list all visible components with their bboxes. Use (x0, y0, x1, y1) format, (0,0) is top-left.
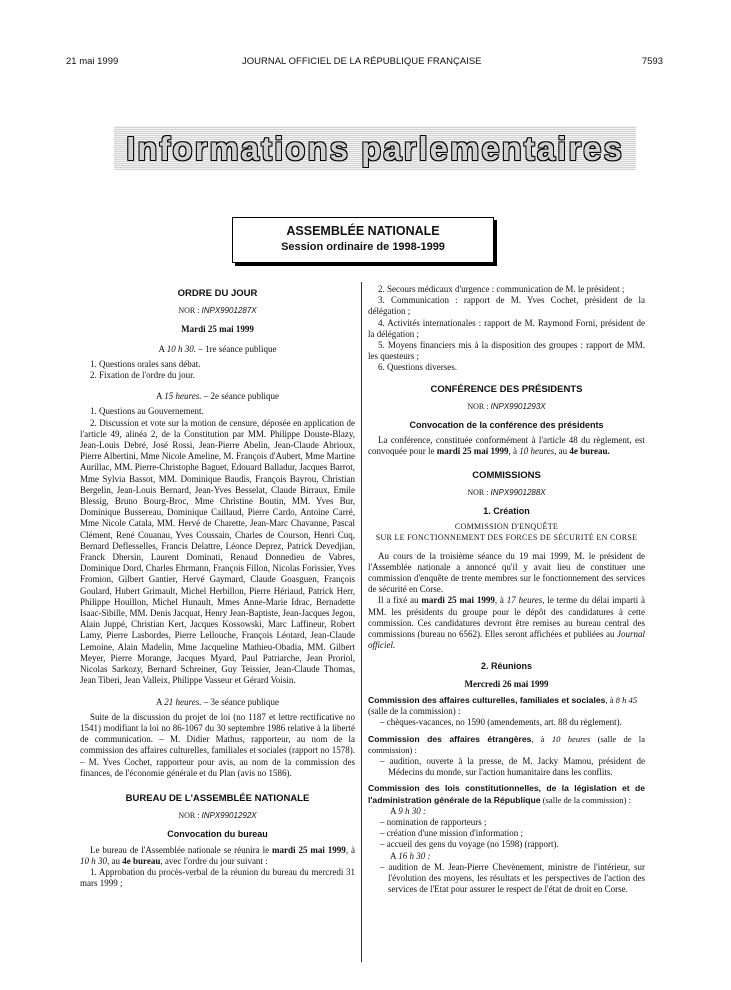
header-page-number: 7593 (641, 56, 663, 67)
nor-conference: NOR : INPX9901293X (467, 401, 546, 411)
conference-subtitle: Convocation de la conférence des présidents (409, 420, 604, 431)
agenda-title: ORDRE DU JOUR (177, 288, 258, 299)
nor-commissions: NOR : INPX9901288X (467, 487, 546, 497)
enquete-paragraph: Il a fixé au mardi 25 mai 1999, à 17 heures, le terme du délai imparti à MM. les présidents du groupe pour le dépôt des candidatures à cette commission. Ces candidatures devront être remises au bureau central des commissions (bureau no 6562). Elles seront affichées et publiées au Journal officiel. (368, 595, 645, 651)
assembly-name: ASSEMBLÉE NATIONALE (286, 224, 440, 238)
conference-text: La conférence, constituée conformément à l'article 48 du règlement, est convoquée pour le mardi 25 mai 1999, à 10 heures, au 4e bureau. (368, 435, 645, 457)
reunions-heading: 2. Réunions (480, 661, 532, 672)
enquete-paragraph: Au cours de la troisième séance du 19 mai 1999, M. le président de l'Assemblée nationale a annoncé qu'il y avait lieu de constituer une commission d'enquête de trente membres sur le fonctionnement des services de sécurité en Corse. (368, 550, 645, 595)
bureau-item: 4. Activités internationales : rapport de M. Raymond Forni, président de la délégation ; (368, 317, 645, 339)
assembly-box (232, 217, 494, 263)
bureau-item: 1. Approbation du procès-verbal de la réunion du bureau du mercredi 31 mars 1999 ; (80, 866, 355, 889)
conference-title: CONFÉRENCE DES PRÉSIDENTS (430, 383, 583, 395)
commission-item: – création d'une mission d'information ; (380, 828, 523, 839)
nor-bureau: NOR : INPX9901292X (178, 811, 257, 821)
commission-item: – chèques-vacances, no 1590 (amendements, art. 88 du règlement). (380, 717, 622, 728)
commission-item: – audition de M. Jean-Pierre Chevènement, ministre de l'intérieur, sur l'évolution des moyens, les résultats et les perspectives de l'action des services de l'Etat pour assurer le respect de l'état de droit en Corse. (380, 861, 645, 895)
commission-item: – audition, ouverte à la presse, de M. Jacky Mamou, président de Médecins du monde, sur l'action humanitaire dans les conflits. (380, 755, 645, 778)
header-date: 21 mai 1999 (66, 56, 119, 67)
commission-time: A 9 h 30 : (390, 805, 427, 816)
bureau-item: 5. Moyens financiers mis à la disposition des groupes : rapport de MM. les questeurs ; (368, 340, 645, 362)
session-1-item: 1. Questions orales sans débat. (90, 358, 201, 369)
enquete-title-1: COMMISSION D'ENQUÊTE (454, 522, 559, 532)
session-3-text: Suite de la discussion du projet de loi (no 1187 et lettre rectificative no 1541) modifiant la loi no 86-1067 du 30 septembre 1986 relative à la liberté de communication. – M. Didier Mathus, rapporteur, au nom de la commission des affaires culturelles, familiales et sociales (rapport no 1578). – M. Yves Cochet, rapporteur pour avis, au nom de la commission des finances, de l'économie générale et du Plan (avis no 1586). (80, 711, 355, 778)
assembly-session: Session ordinaire de 1998-1999 (281, 241, 445, 253)
agenda-date: Mardi 25 mai 1999 (181, 324, 254, 335)
section-banner (114, 126, 636, 170)
session-3-heading: A 21 heures. – 3e séance publique (156, 696, 279, 707)
commission-place: (salle de la commission) : (368, 706, 461, 717)
session-2-motion: 2. Discussion et vote sur la motion de censure, déposée en application de l'article 49, alinéa 2, de la Constitution par MM. Philippe Douste-Blazy, Jean-Louis Debré, José Rossi, Jean-Pierre Abelin, Jean-Claude Abrioux, Pierre Albertini, Mme Nicole Ameline, M. François d'Aubert, Mme Martine Aurillac, MM. Pierre-Christophe Baguet, Edouard Balladur, Jacques Barrot, Mme Sylvia Bassot, MM. Dominique Baudis, François Bayrou, Christian Bergelin, Jean-Louis Bernard, Jean-Yves Besselat, Claude Birraux, Emile Blessig, Bruno Bourg-Broc, Mme Christine Boutin, MM. Yves Bur, Dominique Bussereau, Dominique Caillaud, Pierre Cardo, Antoine Carré, Mme Nicole Catala, MM. Hervé de Charette, Jean-Marc Chavanne, Pascal Clément, René Couanau, Yves Coussain, Charles de Courson, Henri Cuq, Bernard Deflesselles, Francis Delattre, Léonce Deprez, Patrick Devedjian, Franck Dhersin, Laurent Dominati, Renaud Donnedieu de Vabres, Dominique Dord, Charles Ehrmann, François Fillon, Nicolas Forissier, Yves Fromion, Gilbert Gantier, Hervé Gaymard, Claude Goasguen, François Goulard, Hubert Grimault, Michel Herbillon, Pierre Hériaud, Patrick Herr, Philippe Houillon, Michel Hunault, Mmes Anne-Marie Idrac, Bernadette Isaac-Sibille, MM. Denis Jacquat, Henry Jean-Baptiste, Jean-Jacques Jegou, Alain Juppé, Christian Kert, Jacques Kossowski, Marc Laffineur, Robert Lamy, Pierre Lasbordes, Pierre Lellouche, François Léotard, Jean-Claude Lemoine, Alain Madelin, Mme Jacqueline Mathieu-Obadia, MM. Gilbert Meyer, Pierre Morange, Jacques Myard, Paul Patriarche, Jean Proriol, Nicolas Sarkozy, Bernard Schreiner, Guy Teissier, Jean-Claude Thomas, Jean Tiberi, Jean Valleix, Philippe Vasseur et Gérard Voisin. (80, 417, 355, 686)
nor-agenda: NOR : INPX9901287X (178, 306, 257, 316)
reunions-date: Mercredi 26 mai 1999 (464, 678, 549, 689)
commission-item: – accueil des gens du voyage (no 1598) (rapport). (380, 839, 559, 850)
commission-entry: Commission des affaires étrangères, à 10 heures (salle de la commission) : (368, 733, 646, 755)
commission-item: – nomination de rapporteurs ; (380, 816, 487, 827)
session-1-heading: A 10 h 30. – 1re séance publique (158, 343, 277, 354)
commission-time: A 16 h 30 : (390, 850, 431, 861)
bureau-item: 6. Questions diverses. (378, 362, 457, 373)
header-journal: JOURNAL OFFICIEL DE LA RÉPUBLIQUE FRANÇAISE (242, 56, 482, 67)
bureau-text: Le bureau de l'Assemblée nationale se réunira le mardi 25 mai 1999, à 10 h 30, au 4e bureau, avec l'ordre du jour suivant : (80, 844, 355, 866)
commission-entry: Commission des lois constitutionnelles, de la législation et de l'administration générale de la République (salle de la commission) : (368, 783, 645, 805)
session-2-item: 1. Questions au Gouvernement. (90, 406, 204, 417)
bureau-item: 2. Secours médicaux d'urgence : communication de M. le président ; (378, 284, 625, 294)
creation-heading: 1. Création (483, 506, 530, 517)
banner-title: Informations parlementaires (126, 130, 624, 167)
commission-entry: Commission des affaires culturelles, familiales et sociales, à 8 h 45 (368, 694, 638, 705)
bureau-item: 3. Communication : rapport de M. Yves Cochet, président de la délégation ; (368, 295, 645, 317)
left-column (80, 284, 355, 889)
session-1-item: 2. Fixation de l'ordre du jour. (90, 370, 195, 381)
right-column (368, 284, 645, 895)
bureau-subtitle: Convocation du bureau (167, 829, 268, 840)
column-divider (361, 282, 362, 962)
enquete-title-2: SUR LE FONCTIONNEMENT DES FORCES DE SÉCURITÉ EN CORSE (375, 533, 638, 543)
bureau-title: BUREAU DE L'ASSEMBLÉE NATIONALE (125, 792, 310, 804)
commissions-title: COMMISSIONS (472, 469, 541, 481)
session-2-heading: A 15 heures. – 2e séance publique (156, 391, 279, 402)
